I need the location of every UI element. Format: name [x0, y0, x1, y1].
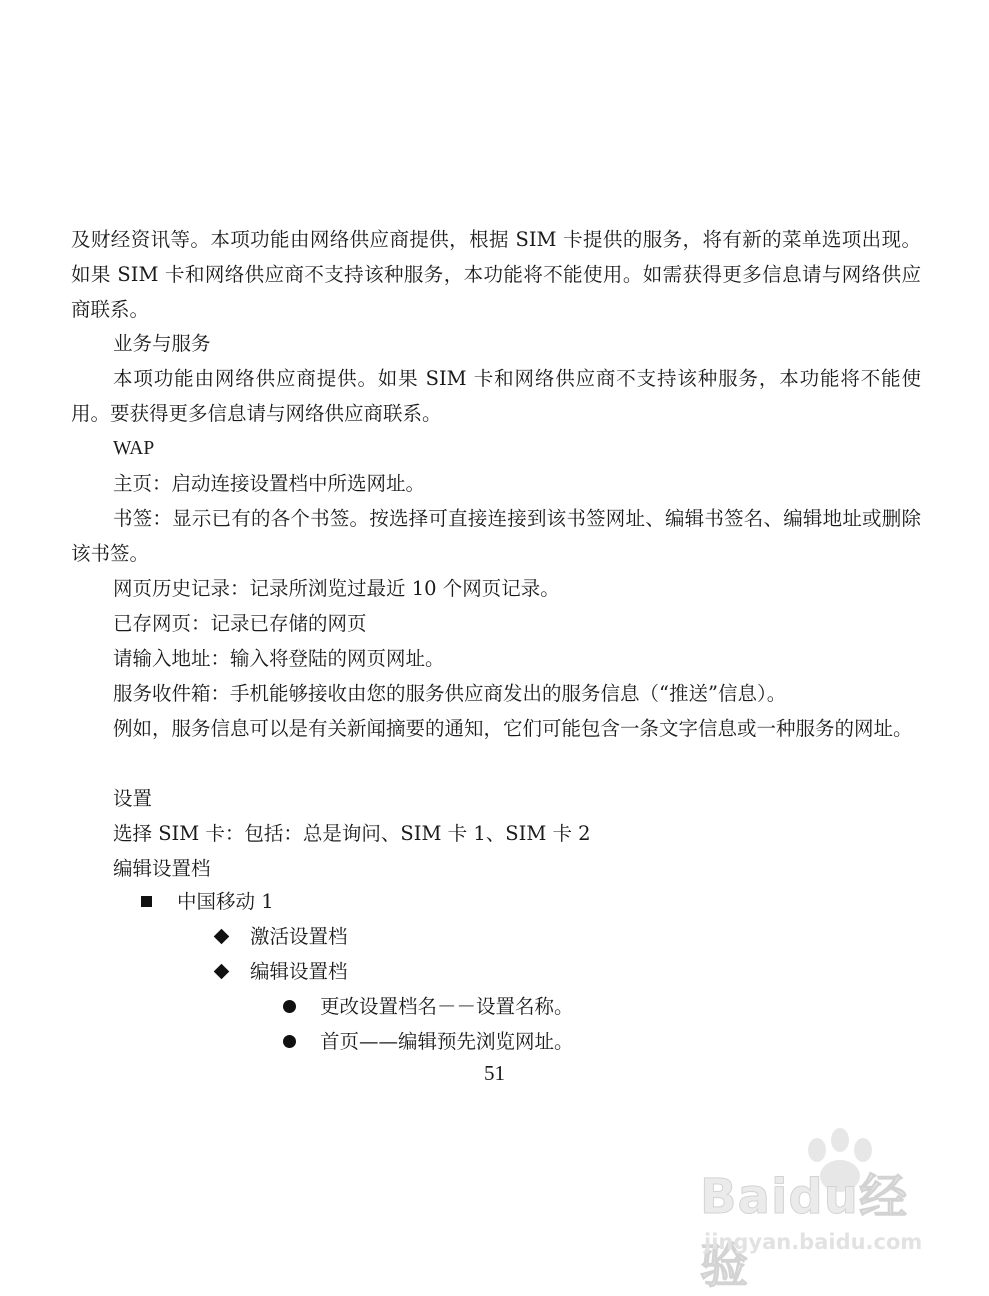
heading-wap: WAP [113, 438, 155, 459]
item-select-sim: 选择 SIM 卡：包括：总是询问、SIM 卡 1、SIM 卡 2 [113, 822, 591, 845]
heading-business-services: 业务与服务 [113, 332, 211, 355]
square-bullet-icon [141, 896, 152, 907]
baidu-watermark [700, 1138, 940, 1294]
watermark-brand: Baidu经验 [700, 1169, 908, 1294]
paragraph-example: 例如，服务信息可以是有关新闻摘要的通知，它们可能包含一条文字信息或一种服务的网址。 [113, 717, 913, 740]
list-item-level3 [283, 1024, 574, 1059]
list-item-label: 编辑设置档 [250, 960, 348, 983]
circle-bullet-icon [283, 1035, 296, 1048]
list-item-label: 中国移动 1 [177, 890, 274, 913]
list-item-level1 [141, 884, 274, 919]
item-edit-profile: 编辑设置档 [113, 857, 211, 880]
diamond-bullet-icon [214, 964, 230, 980]
diamond-bullet-icon [214, 929, 230, 945]
list-item-level2 [214, 919, 348, 954]
list-item-level3 [283, 989, 574, 1024]
list-item-label: 更改设置档名－－设置名称。 [320, 995, 574, 1018]
list-item-label: 首页——编辑预先浏览网址。 [320, 1030, 574, 1053]
item-home: 主页：启动连接设置档中所选网址。 [113, 472, 426, 495]
heading-settings: 设置 [113, 787, 153, 810]
page-number: 51 [484, 1061, 505, 1085]
item-bookmarks: 书签：显示已有的各个书签。按选择可直接连接到该书签网址、编辑书签名、编辑地址或删除该书签。 [71, 507, 921, 565]
paragraph-business-services: 本项功能由网络供应商提供。如果 SIM 卡和网络供应商不支持该种服务，本功能将不能使用。要获得更多信息请与网络供应商联系。 [71, 367, 921, 425]
item-enter-address: 请输入地址：输入将登陆的网页网址。 [113, 647, 445, 670]
item-history: 网页历史记录：记录所浏览过最近 10 个网页记录。 [113, 577, 560, 600]
paragraph-financial-info: 及财经资讯等。本项功能由网络供应商提供，根据 SIM 卡提供的服务，将有新的菜单选项出现。如果 SIM 卡和网络供应商不支持该种服务，本功能将不能使用。如需获得更多信息请与网络供应商联系。 [71, 228, 921, 321]
watermark-url: jingyan.baidu.com [704, 1230, 923, 1254]
item-service-inbox: 服务收件箱：手机能够接收由您的服务供应商发出的服务信息（“推送”信息）。 [113, 682, 787, 705]
item-saved-pages: 已存网页：记录已存储的网页 [113, 612, 367, 635]
list-item-level2 [214, 954, 348, 989]
list-item-label: 激活设置档 [250, 925, 348, 948]
circle-bullet-icon [283, 1000, 296, 1013]
